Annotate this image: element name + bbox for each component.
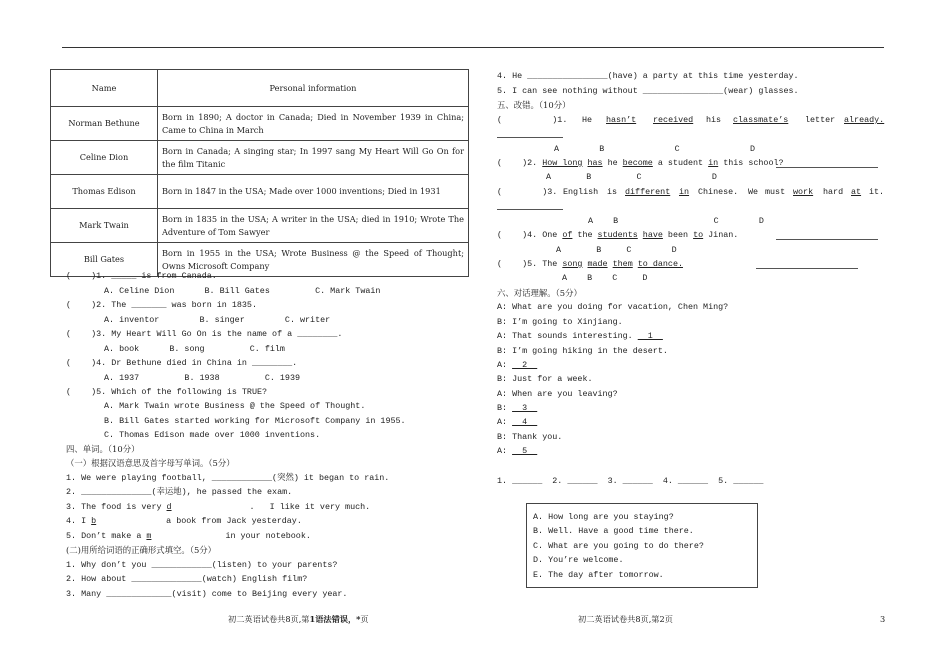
- table-row: [51, 141, 469, 175]
- table-row: [51, 175, 469, 209]
- footer-left: 初二英语试卷共8页,第1语法错误，*页: [228, 614, 369, 624]
- correction-q4-answer-line: [776, 239, 878, 240]
- correction-q3-word: is: [607, 187, 618, 197]
- correction-q1-letters: A B C D: [554, 144, 756, 154]
- dialogue-blank-1: 1: [637, 331, 663, 341]
- dialogue-line: B: Just for a week.: [497, 374, 593, 384]
- correction-section-title: 五、改错。（10分）: [497, 100, 571, 110]
- table-cell-info: Born in 1847 in the USA; Made over 1000 inventions; Died in 1931: [158, 175, 469, 209]
- vocab-part1-item-5: 5. Don’t make a m in your notebook.: [66, 531, 311, 541]
- table-cell-name: Norman Bethune: [51, 107, 158, 141]
- reading-question-5-option-b: B. Bill Gates started working for Microsoft Company in 1955.: [104, 416, 406, 426]
- reading-question-1: ( )1. _____ is from Canada.: [66, 271, 217, 281]
- table-header-name: Name: [51, 70, 158, 107]
- dialogue-line: B: I’m going to Xinjiang.: [497, 317, 623, 327]
- correction-q1-option-b: received: [653, 115, 694, 125]
- correction-q3-letters: A B C D: [588, 216, 764, 226]
- header-rule: [62, 47, 884, 48]
- vocab-part1-title: （一）根据汉语意思及首字母写单词。（5分）: [66, 458, 235, 468]
- vocab-part2-title: (二)用所给词语的正确形式填空。（5分）: [66, 545, 217, 555]
- dialogue-blank-2: 2: [512, 360, 538, 370]
- vocab-part2-item-5: 5. I can see nothing without ________________(wear) glasses.: [497, 86, 799, 96]
- vocab-part1-item-1: 1. We were playing football, ____________(突然) it began to rain.: [66, 473, 390, 483]
- table-cell-info: Born in 1955 in the USA; Wrote Business @ the Speed of Thought; Owns Microsoft Company: [158, 243, 469, 277]
- correction-q1-option-d: already.: [844, 115, 885, 125]
- reading-question-2: ( )2. The _______ was born in 1835.: [66, 300, 257, 310]
- correction-q1-option-c: classmate’s: [733, 115, 789, 125]
- correction-q1-word: He: [582, 115, 593, 125]
- vocab-part2-item-1: 1. Why don’t you ____________(listen) to your parents?: [66, 560, 338, 570]
- correction-q3-word: must: [765, 187, 786, 197]
- correction-q4-letters: A B C D: [556, 245, 677, 255]
- dialogue-option: B. Well. Have a good time there.: [533, 526, 694, 536]
- vocab-part1-item-4: 4. I b a book from Jack yesterday.: [66, 516, 302, 526]
- correction-q2: ( )2. How long has he become a student in this school?: [497, 158, 784, 168]
- correction-q4: ( )4. One of the students have been to Jinan.: [497, 230, 739, 240]
- vocab-part2-item-3: 3. Many _____________(visit) come to Beijing every year.: [66, 589, 348, 599]
- page-number: 3: [880, 614, 886, 624]
- reading-question-4: ( )4. Dr Bethune died in China in ________.: [66, 358, 298, 368]
- dialogue-line: A: That sounds interesting. 1: [497, 331, 663, 341]
- dialogue-answer-blanks: 1. ______ 2. ______ 3. ______ 4. ______ 5. ______: [497, 476, 764, 486]
- reading-question-1-options: A. Celine Dion B. Bill Gates C. Mark Twain: [104, 286, 381, 296]
- correction-q3-word: it.: [869, 187, 885, 197]
- dialogue-line: A: 5: [497, 446, 538, 456]
- reading-question-3-options: A. book B. song C. film: [104, 344, 285, 354]
- vocab-part2-item-2: 2. How about ______________(watch) English film?: [66, 574, 308, 584]
- table-header-row: [51, 70, 469, 107]
- dialogue-option: D. You’re welcome.: [533, 555, 624, 565]
- correction-q5: ( )5. The song made them to dance.: [497, 259, 683, 269]
- fill-blank: m: [146, 531, 152, 541]
- correction-q3-word: English: [563, 187, 599, 197]
- correction-q2-answer-line: [776, 167, 878, 168]
- correction-q3-word: hard: [823, 187, 844, 197]
- table-cell-info: Born in Canada; A singing star; In 1997 sang My Heart Will Go On for the film Titanic: [158, 141, 469, 175]
- correction-q2-letters: A B C D: [546, 172, 717, 182]
- correction-q3-option-c: work: [793, 187, 814, 197]
- fill-blank: d: [166, 502, 172, 512]
- table-header-info: Personal information: [158, 70, 469, 107]
- table-row: [51, 209, 469, 243]
- dialogue-option: E. The day after tomorrow.: [533, 570, 664, 580]
- dialogue-option: C. What are you going to do there?: [533, 541, 704, 551]
- footer-right: 初二英语试卷共8页,第2页: [578, 614, 673, 624]
- table-cell-name: Mark Twain: [51, 209, 158, 243]
- table-cell-info: Born in 1890; A doctor in Canada; Died in November 1939 in China; Came to China in March: [158, 107, 469, 141]
- dialogue-line: A: What are you doing for vacation, Chen Ming?: [497, 302, 729, 312]
- dialogue-blank-5: 5: [512, 446, 538, 456]
- vocab-part1-item-2: 2. ______________(幸运地), he passed the exam.: [66, 487, 293, 497]
- correction-q3-option-b: in: [679, 187, 690, 197]
- reading-question-2-options: A. inventor B. singer C. writer: [104, 315, 331, 325]
- reading-question-3: ( )3. My Heart Will Go On is the name of a ________.: [66, 329, 343, 339]
- dialogue-line: A: 4: [497, 417, 538, 427]
- table-cell-name: Bill Gates: [51, 243, 158, 277]
- vocab-part2-item-4: 4. He ________________(have) a party at this time yesterday.: [497, 71, 799, 81]
- correction-q1-answer-line: [497, 137, 563, 138]
- table-cell-info: Born in 1835 in the USA; A writer in the USA; died in 1910; Wrote The Adventure of Tom Sawyer: [158, 209, 469, 243]
- vocab-section-title: 四、单词。（10分）: [66, 444, 140, 454]
- correction-q3-word: Chinese.: [698, 187, 739, 197]
- dialogue-line: A: 2: [497, 360, 538, 370]
- dialogue-blank-3: 3: [512, 403, 538, 413]
- correction-q3-paren: ( )3.: [497, 187, 558, 197]
- dialogue-section-title: 六、对话理解。（5分）: [497, 288, 582, 298]
- reading-question-5: ( )5. Which of the following is TRUE?: [66, 387, 268, 397]
- dialogue-option: A. How long are you staying?: [533, 512, 674, 522]
- correction-q1-word: his: [706, 115, 722, 125]
- personal-info-table: [50, 69, 469, 277]
- correction-q3-option-a: different: [625, 187, 671, 197]
- correction-q5-letters: A B C D: [562, 273, 648, 283]
- correction-q1-word: letter: [805, 115, 836, 125]
- vocab-part1-item-3: 3. The food is very d . I like it very much.: [66, 502, 371, 512]
- correction-q1-option-a: hasn’t: [606, 115, 637, 125]
- correction-q5-answer-line: [756, 268, 858, 269]
- dialogue-line: B: 3: [497, 403, 538, 413]
- table-cell-name: Thomas Edison: [51, 175, 158, 209]
- dialogue-line: A: When are you leaving?: [497, 389, 618, 399]
- table-cell-name: Celine Dion: [51, 141, 158, 175]
- table-row: [51, 107, 469, 141]
- fill-blank: b: [91, 516, 97, 526]
- correction-q1-paren: ( )1.: [497, 115, 568, 125]
- dialogue-line: B: I’m going hiking in the desert.: [497, 346, 668, 356]
- reading-question-4-options: A. 1937 B. 1938 C. 1939: [104, 373, 301, 383]
- dialogue-blank-4: 4: [512, 417, 538, 427]
- reading-question-5-option-c: C. Thomas Edison made over 1000 inventions.: [104, 430, 321, 440]
- correction-q3-option-d: at: [851, 187, 862, 197]
- dialogue-line: B: Thank you.: [497, 432, 563, 442]
- dialogue-options-box: [526, 503, 758, 588]
- correction-q3-answer-line: [497, 209, 563, 210]
- reading-question-5-option-a: A. Mark Twain wrote Business @ the Speed of Thought.: [104, 401, 366, 411]
- correction-q3-word: We: [748, 187, 759, 197]
